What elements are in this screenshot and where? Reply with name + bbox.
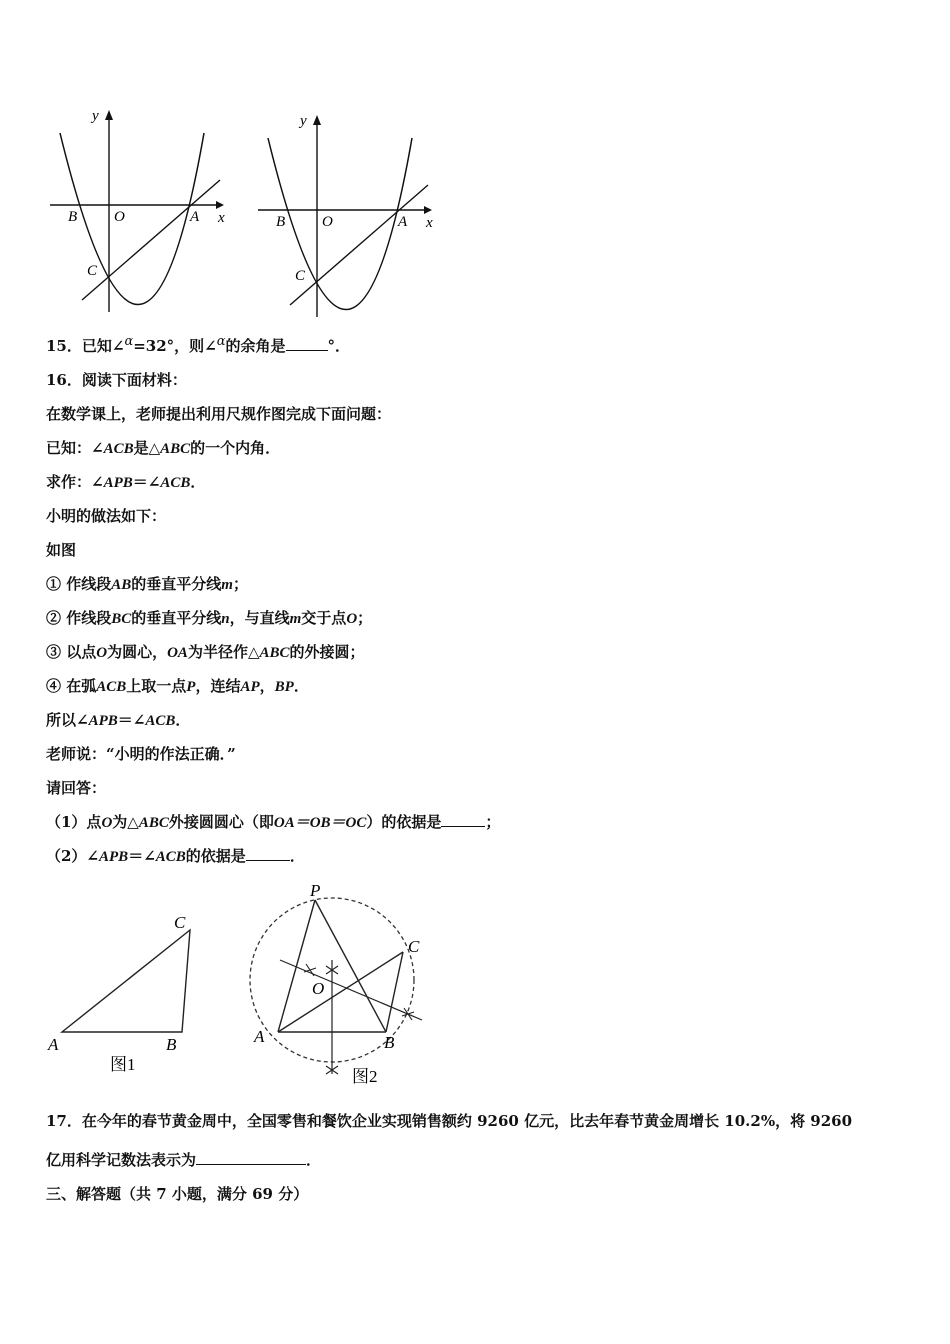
answer-blank[interactable] <box>196 1150 306 1165</box>
question-16-known: 已知：∠ACB是△ABC的一个内角． <box>46 439 281 457</box>
question-17-line-1: 17．在今年的春节黄金周中，全国零售和餐饮企业实现销售额约 9260 亿元，比去年春节黄金周增长 10.2%，将 9260 <box>46 1112 853 1130</box>
point-c-label: C <box>408 937 420 956</box>
figure-2-caption: 图2 <box>352 1067 378 1086</box>
figure-2-construction <box>240 878 440 1088</box>
question-15: 15．已知∠α=32°，则∠α的余角是 °． <box>46 334 351 355</box>
point-b-label: B <box>384 1033 395 1052</box>
question-16-as-figure: 如图 <box>46 541 77 559</box>
point-c-label: C <box>87 263 98 279</box>
point-p-label: P <box>310 881 321 900</box>
x-axis-label: x <box>426 215 433 231</box>
point-a-label: A <box>254 1027 265 1046</box>
section-3-title: 三、解答题（共 7 小题，满分 69 分） <box>46 1185 309 1203</box>
step-3: ③ 以点O为圆心，OA为半径作△ABC的外接圆； <box>46 643 365 661</box>
answer-blank[interactable] <box>441 812 485 827</box>
point-c-label: C <box>174 913 186 932</box>
figure-1-caption: 图1 <box>110 1055 136 1074</box>
parabola-graph-right <box>248 105 448 325</box>
y-axis-label: y <box>300 113 307 129</box>
question-17-line-2: 亿用科学记数法表示为 ． <box>46 1151 322 1169</box>
question-16-method: 小明的做法如下： <box>46 507 167 525</box>
point-b-label: B <box>68 209 78 225</box>
point-o-label: O <box>312 979 325 998</box>
step-4: ④ 在弧ACB上取一点P，连结AP，BP． <box>46 677 309 695</box>
figure-1-triangle <box>40 900 220 1080</box>
point-a-label: A <box>398 214 408 230</box>
point-a-label: A <box>48 1035 59 1054</box>
y-axis-label: y <box>92 108 99 124</box>
point-c-label: C <box>295 268 306 284</box>
sub-question-2: （2）∠APB＝∠ACB的依据是 ． <box>46 847 305 865</box>
teacher-remark: 老师说：“小明的作法正确．” <box>46 745 236 763</box>
point-b-label: B <box>276 214 286 230</box>
question-16-intro: 在数学课上，老师提出利用尺规作图完成下面问题： <box>46 405 392 423</box>
answer-blank[interactable] <box>286 336 328 351</box>
origin-label: O <box>322 214 333 230</box>
point-b-label: B <box>166 1035 177 1054</box>
question-16-title: 16．阅读下面材料： <box>46 371 187 389</box>
x-axis-label: x <box>218 210 225 226</box>
step-2: ② 作线段BC的垂直平分线n，与直线m交于点O； <box>46 609 373 627</box>
conclusion: 所以∠APB＝∠ACB． <box>46 711 191 729</box>
answer-prompt: 请回答： <box>46 779 107 797</box>
answer-blank[interactable] <box>246 846 290 861</box>
origin-label: O <box>114 209 125 225</box>
parabola-graph-left <box>40 100 240 320</box>
step-1: ① 作线段AB的垂直平分线m； <box>46 575 248 593</box>
question-16-find: 求作：∠APB＝∠ACB． <box>46 473 206 491</box>
sub-question-1: （1）点O为△ABC外接圆圆心（即OA＝OB＝OC）的依据是 ； <box>46 813 501 831</box>
point-a-label: A <box>190 209 200 225</box>
